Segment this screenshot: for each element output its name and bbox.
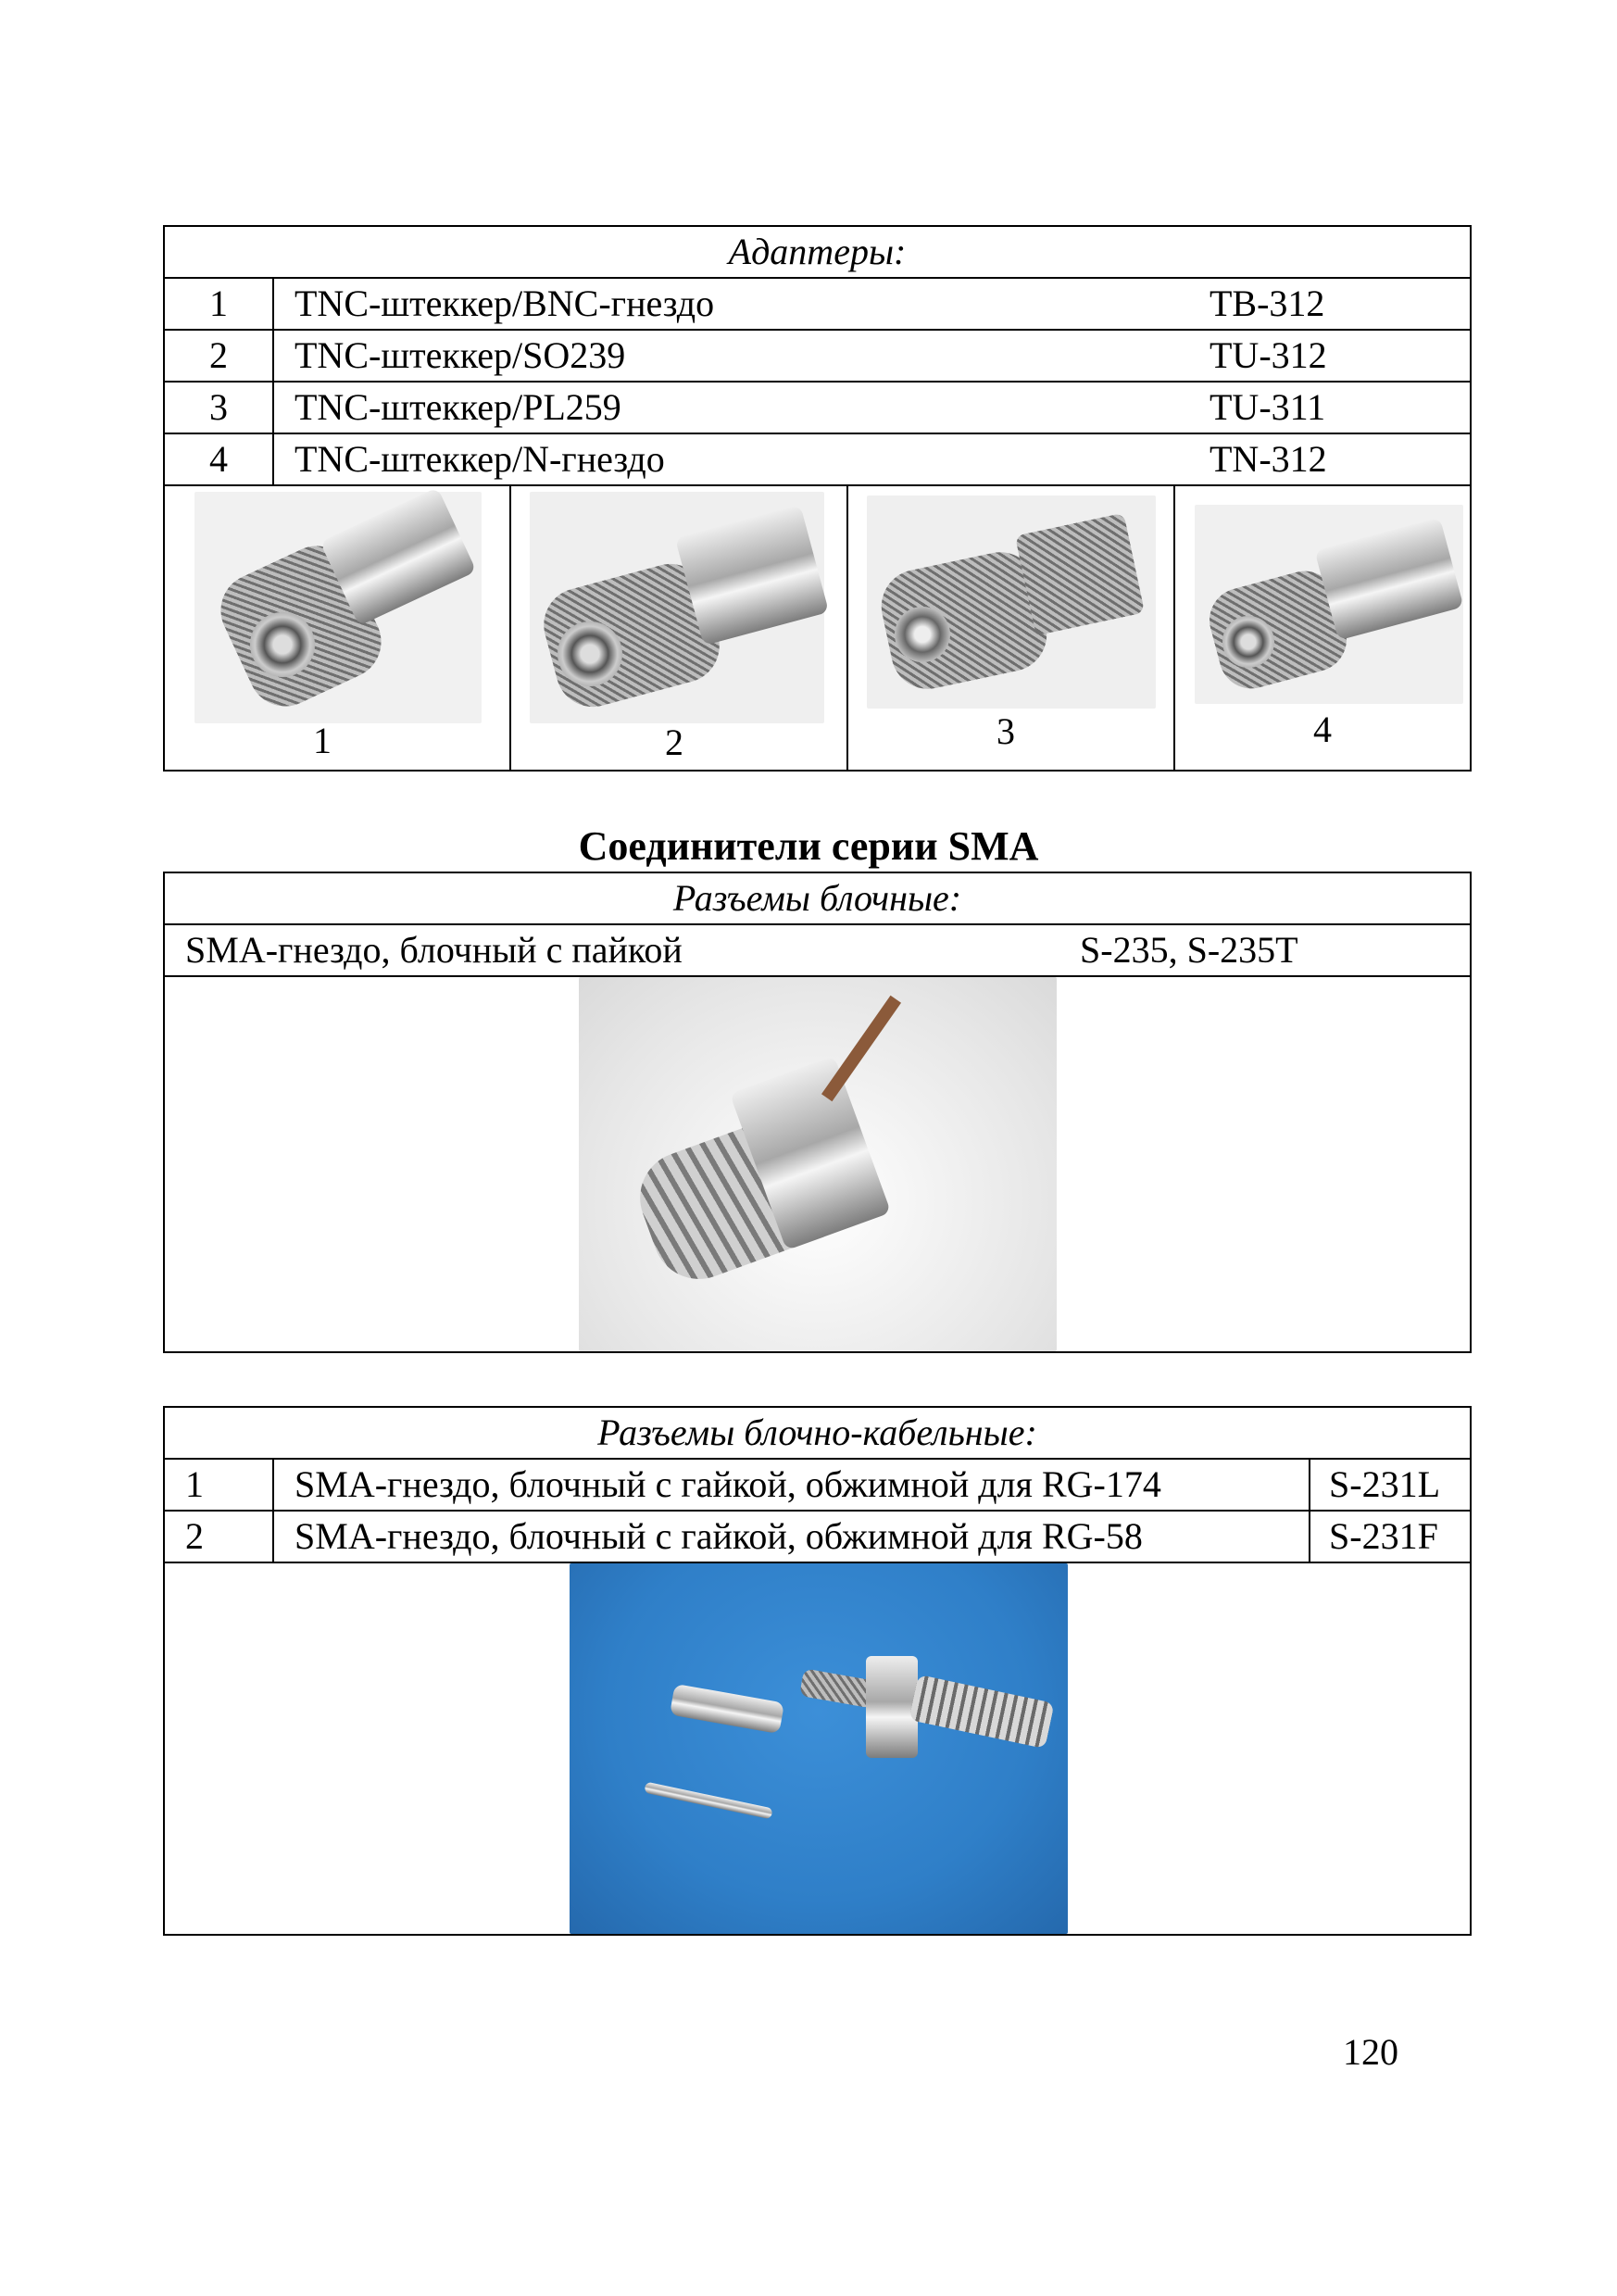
row-code: TB-312 bbox=[1210, 282, 1325, 324]
adapters-table bbox=[163, 225, 1472, 772]
row-name-cell bbox=[273, 278, 1471, 330]
panel-image-row bbox=[164, 976, 1471, 1352]
adapter-photo-2 bbox=[530, 492, 824, 723]
row-number: 4 bbox=[164, 433, 273, 485]
row-name: TNC-штеккер/SO239 bbox=[295, 334, 626, 376]
table-row bbox=[164, 382, 1471, 433]
row-name-cell bbox=[273, 330, 1471, 382]
row-number: 2 bbox=[164, 330, 273, 382]
row-code: S-231L bbox=[1310, 1459, 1471, 1511]
adapters-caption: Адаптеры: bbox=[164, 226, 1471, 278]
adapter-photo-1 bbox=[194, 492, 482, 723]
image-label: 4 bbox=[1313, 709, 1332, 750]
row-name: SMA-гнездо, блочный с гайкой, обжимной для RG-174 bbox=[273, 1459, 1310, 1511]
row-code: S-235, S-235T bbox=[1080, 929, 1298, 971]
panel-cable-caption: Разъемы блочно-кабельные: bbox=[164, 1407, 1471, 1459]
table-row bbox=[164, 330, 1471, 382]
panel-caption: Разъемы блочные: bbox=[164, 872, 1471, 924]
sma-crimp-photo bbox=[570, 1563, 1068, 1934]
table-row bbox=[164, 1459, 1471, 1511]
row-name-cell bbox=[273, 433, 1471, 485]
table-row bbox=[164, 278, 1471, 330]
page-number: 120 bbox=[1343, 2031, 1398, 2073]
row-code: S-231F bbox=[1310, 1511, 1471, 1562]
image-label: 2 bbox=[665, 721, 683, 763]
section-title: Соединители серии SMA bbox=[578, 823, 1039, 869]
row-number: 2 bbox=[164, 1511, 273, 1562]
table-row bbox=[164, 924, 1471, 976]
adapter-images-row bbox=[164, 485, 1471, 771]
panel-cable-table bbox=[163, 1406, 1472, 1936]
row-number: 1 bbox=[164, 1459, 273, 1511]
row-number: 1 bbox=[164, 278, 273, 330]
table-row bbox=[164, 1511, 1471, 1562]
row-code: TN-312 bbox=[1210, 438, 1327, 480]
row-name: TNC-штеккер/N-гнездо bbox=[295, 438, 665, 480]
adapter-photo-3 bbox=[867, 496, 1156, 709]
panel-table bbox=[163, 872, 1472, 1353]
sma-panel-photo bbox=[579, 977, 1057, 1351]
row-code: TU-311 bbox=[1210, 386, 1326, 428]
row-name: TNC-штеккер/BNC-гнездо bbox=[295, 282, 715, 324]
adapter-photo-4 bbox=[1195, 505, 1463, 704]
row-name-cell bbox=[273, 382, 1471, 433]
row-code: TU-312 bbox=[1210, 334, 1327, 376]
image-label: 1 bbox=[313, 720, 332, 761]
row-name: TNC-штеккер/PL259 bbox=[295, 386, 621, 428]
row-name-cell bbox=[164, 924, 1471, 976]
row-number: 3 bbox=[164, 382, 273, 433]
row-name: SMA-гнездо, блочный с пайкой bbox=[185, 929, 683, 971]
row-name: SMA-гнездо, блочный с гайкой, обжимной для RG-58 bbox=[273, 1511, 1310, 1562]
table-row bbox=[164, 433, 1471, 485]
panel-cable-image-row bbox=[164, 1562, 1471, 1935]
image-label: 3 bbox=[997, 710, 1015, 752]
